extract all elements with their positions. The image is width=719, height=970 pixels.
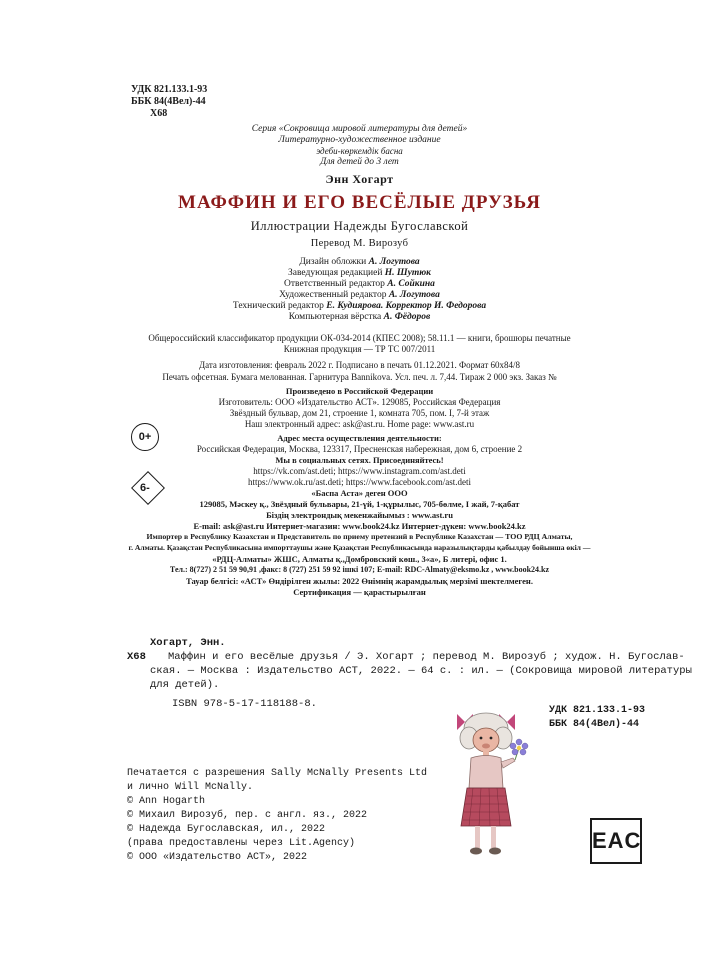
bbk-code-right: ББК 84(4Вел)-44 <box>549 719 640 730</box>
eac-certification-mark: EAC <box>590 818 642 864</box>
print-date-line: Дата изготовления: февраль 2022 г. Подписано в печать 01.12.2021. Формат 60x84/8 <box>198 360 521 370</box>
producer-heading: Произведено в Российской Федерации <box>285 386 434 396</box>
udk-code-top: УДК 821.133.1-93 <box>131 84 208 95</box>
edition-kz-line: эдеби-көркемдік басна <box>316 146 403 156</box>
author-name: Энн Хогарт <box>325 172 394 186</box>
producer-line-3: Наш электронный адрес: ask@ast.ru. Home page: www.ast.ru <box>244 419 475 429</box>
credit-cover-design: Дизайн обложки А. Логутова <box>299 257 420 267</box>
copyright-line-1: Печатается с разрешения Sally McNally Presents Ltd <box>127 768 428 779</box>
kz-line-3: Біздің электрондық мекенжайымыз : www.ast.ru <box>266 510 453 520</box>
kz-line-2: 129085, Мәскеу қ., Звёздный бульвары, 21-үй, 1-құрылыс, 705-бөлме, I жай, 7-қабат <box>199 499 520 509</box>
girl-illustration <box>455 708 535 860</box>
copyright-line-2: и лично Will McNally. <box>127 782 254 793</box>
social-links-1: https://vk.com/ast.deti; https://www.instagram.com/ast.deti <box>253 466 466 476</box>
biblio-line-3: для детей). <box>150 679 220 691</box>
credit-layout: Компьютерная вёрстка А. Фёдоров <box>288 312 431 322</box>
credit-tech-editor: Технический редактор Е. Кудиярова. Корректор И. Федорова <box>232 301 487 311</box>
kz-line-5: Импортер в Республику Казахстан и Представитель по приему претензий в Республике Казахстан — ТОО РДЦ Алматы, <box>146 532 573 541</box>
author-mark-top: Х68 <box>150 108 168 119</box>
kz-line-10: Сертификация — қарастырылған <box>293 587 426 597</box>
bbk-code-top: ББК 84(4Вел)-44 <box>131 96 206 107</box>
credit-responsible-editor: Ответственный редактор А. Сойкина <box>284 279 435 289</box>
kz-line-9: Тауар белгісі: «АСТ» Өндірілген жылы: 2022 Өнімнің жарамдылық мерзімі шектелмеген. <box>186 576 533 586</box>
kz-line-1: «Баспа Аста» деген ООО <box>311 488 408 498</box>
series-line: Серия «Сокровища мировой литературы для детей» <box>251 124 468 134</box>
social-links-2: https://www.ok.ru/ast.deti; https://www.facebook.com/ast.deti <box>247 477 472 487</box>
activity-address: Российская Федерация, Москва, 123317, Пресненская набережная, дом 6, строение 2 <box>196 444 523 454</box>
age-rating-badge: 0+ <box>131 423 159 451</box>
kz-line-4: E-mail: ask@ast.ru Интернет-магазин: www.book24.kz Интернет-дүкен: www.book24.kz <box>193 521 526 531</box>
social-heading: Мы в социальных сетях. Присоединяйтесь! <box>275 455 444 465</box>
kz-line-7: «РДЦ-Алматы» ЖШС, Алматы қ.,Домбровский көш., 3«а», Б литері, офис 1. <box>212 554 507 564</box>
copyright-line-6: (права предоставлены через Lit.Agency) <box>127 838 356 849</box>
kz-line-6: г. Алматы. Қазақстан Республикасына импорттаушы және Қазақстан Республикасында наразылықтарды қабылдау бойынша өкіл — <box>128 543 591 552</box>
kz-age-label: 6- <box>140 482 150 494</box>
copyright-line-7: © ООО «Издательство АСТ», 2022 <box>127 852 308 863</box>
edition-line: Литературно-художественное издание <box>278 135 441 145</box>
product-standard-line: Книжная продукция — ТР ТС 007/2011 <box>283 344 436 354</box>
credit-art-editor: Художественный редактор А. Логутова <box>279 290 440 300</box>
print-specs-line: Печать офсетная. Бумага мелованная. Гарнитура Bannikova. Усл. печ. л. 7,44. Тираж 2 000 экз. Заказ № <box>162 372 557 382</box>
book-title: МАФФИН И ЕГО ВЕСЁЛЫЕ ДРУЗЬЯ <box>178 192 541 213</box>
credit-managing-editor: Заведующая редакцией Н. Шутюк <box>287 268 431 278</box>
biblio-author: Хогарт, Энн. <box>150 637 226 649</box>
isbn-line: ISBN 978-5-17-118188-8. <box>172 698 317 710</box>
classifier-line: Общероссийский классификатор продукции ОК-034-2014 (КПЕС 2008); 58.11.1 — книги, брошюры печатные <box>148 333 571 343</box>
udk-code-right: УДК 821.133.1-93 <box>549 705 646 716</box>
biblio-code: Х68 <box>127 651 146 663</box>
copyright-line-5: © Надежда Бугославская, ил., 2022 <box>127 824 326 835</box>
age-line: Для детей до 3 лет <box>320 157 399 167</box>
producer-line-2: Звёздный бульвар, дом 21, строение 1, комната 705, пом. I, 7-й этаж <box>229 408 490 418</box>
illustrator-line: Иллюстрации Надежды Бугославской <box>250 219 469 233</box>
activity-heading: Адрес места осуществления деятельности: <box>277 433 442 443</box>
biblio-line-2: ская. — Москва : Издательство АСТ, 2022. — 64 с. : ил. — (Сокровища мировой литературы <box>150 665 692 677</box>
biblio-line-1: Маффин и его весёлые друзья / Э. Хогарт ; перевод М. Вирозуб ; худож. Н. Бугослав- <box>168 651 685 663</box>
copyright-line-4: © Михаил Вирозуб, пер. с англ. яз., 2022 <box>127 810 368 821</box>
translator-line: Перевод М. Вирозуб <box>310 238 409 249</box>
copyright-line-3: © Ann Hogarth <box>127 796 206 807</box>
kz-line-8: Тел.: 8(727) 2 51 59 90,91 ,факс: 8 (727) 251 59 92 ішкі 107; E-mail: RDC-Almaty@eksmo.kz , www.book24.kz <box>169 565 550 574</box>
producer-line-1: Изготовитель: ООО «Издательство АСТ». 129085, Российская Федерация <box>218 397 501 407</box>
